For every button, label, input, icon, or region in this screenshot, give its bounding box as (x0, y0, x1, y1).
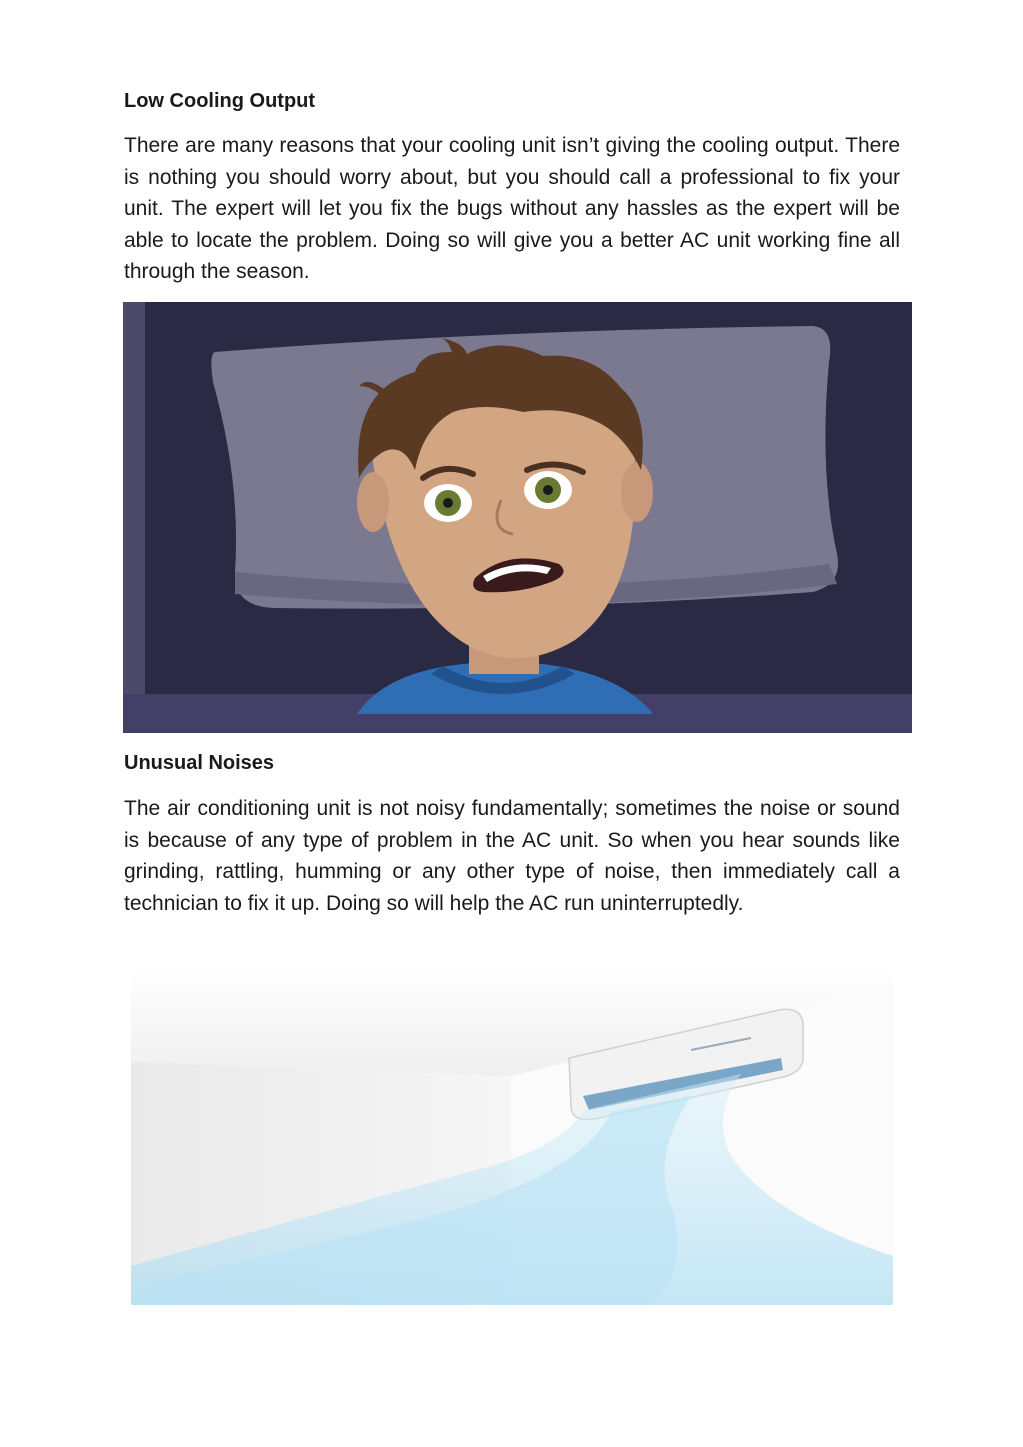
section-body-low-cooling: There are many reasons that your cooling unit isn’t giving the cooling output. There is nothing you should worry about, but you should call a professional to fix your unit. The expert will let you fix the bugs without any hassles as the expert will be able to locate the problem. Doing so will give you a better AC unit working fine all through the season. (124, 134, 900, 284)
section-heading-unusual-noises: Unusual Noises (124, 752, 275, 774)
air-conditioner-illustration (131, 966, 893, 1305)
left-ear (357, 472, 389, 532)
right-ear (621, 462, 653, 522)
right-pupil (543, 485, 553, 495)
wall-edge (123, 302, 145, 733)
left-pupil (443, 498, 453, 508)
worried-man-in-bed-illustration (123, 302, 912, 733)
section-body-unusual-noises: The air conditioning unit is not noisy fundamentally; sometimes the noise or sound is because of any type of problem in the AC unit. So when you hear sounds like grinding, rattling, humming or any other type of noise, then immediately call a technician to fix it up. Doing so will help the AC run uninterruptedly. (124, 797, 900, 915)
section-heading-low-cooling: Low Cooling Output (124, 90, 316, 112)
